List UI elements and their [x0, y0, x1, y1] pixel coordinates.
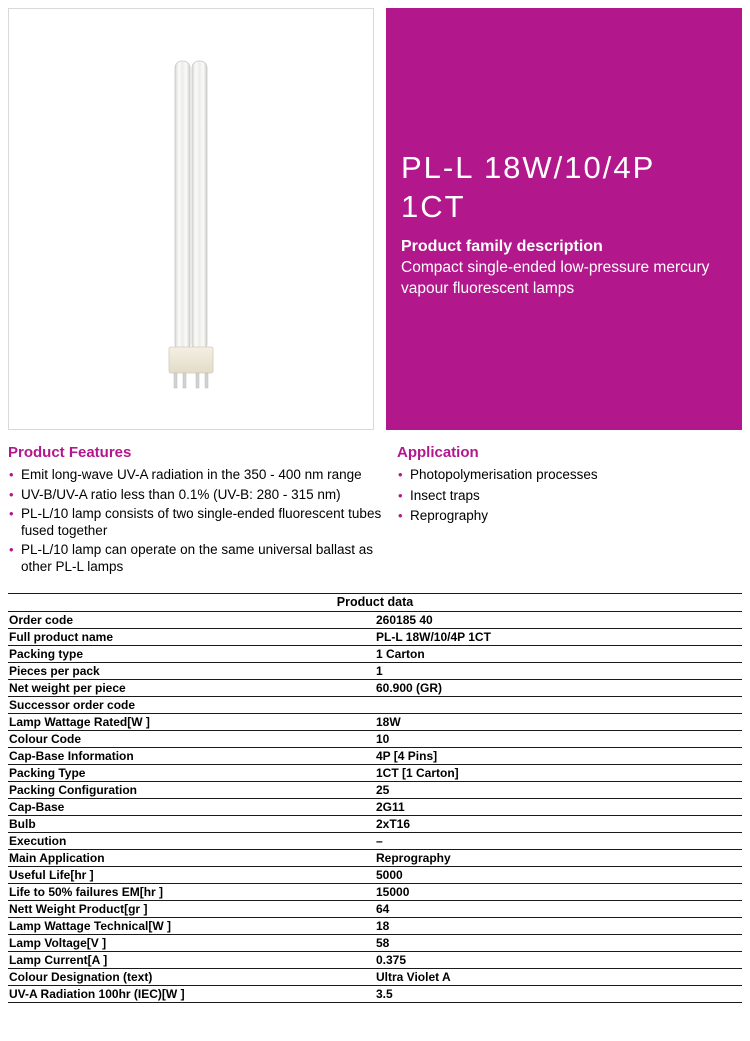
table-row [8, 935, 742, 952]
row-label: Pieces per pack [8, 663, 375, 680]
row-value: 25 [375, 782, 742, 799]
product-title-line2: 1CT [401, 189, 466, 224]
row-value: 15000 [375, 884, 742, 901]
family-description-text: Compact single-ended low-pressure mercury vapour fluorescent lamps [401, 259, 710, 297]
row-value: 260185 40 [375, 612, 742, 629]
row-value [375, 697, 742, 714]
row-value: 0.375 [375, 952, 742, 969]
table-row [8, 850, 742, 867]
row-value: 1 [375, 663, 742, 680]
row-label: Cap-Base Information [8, 748, 375, 765]
table-row [8, 884, 742, 901]
row-label: Packing Configuration [8, 782, 375, 799]
product-image-box [8, 8, 374, 430]
row-label: Packing Type [8, 765, 375, 782]
table-row [8, 629, 742, 646]
application-column [388, 444, 742, 578]
row-label: Full product name [8, 629, 375, 646]
table-row [8, 969, 742, 986]
product-data-table [8, 612, 742, 1003]
row-value: 3.5 [375, 986, 742, 1003]
row-label: UV-A Radiation 100hr (IEC)[W ] [8, 986, 375, 1003]
row-value: 58 [375, 935, 742, 952]
row-label: Lamp Wattage Rated[W ] [8, 714, 375, 731]
row-value: 18 [375, 918, 742, 935]
application-heading: Application [397, 444, 479, 461]
feature-item: • UV-B/UV-A ratio less than 0.1% (UV-B: 280 - 315 nm) [8, 487, 388, 504]
row-label: Cap-Base [8, 799, 375, 816]
row-value: 64 [375, 901, 742, 918]
row-value: 1 Carton [375, 646, 742, 663]
feature-item: • PL-L/10 lamp consists of two single-ended fluorescent tubes fused together [8, 506, 388, 539]
row-label: Colour Code [8, 731, 375, 748]
row-value: 5000 [375, 867, 742, 884]
product-title-line1: PL-L 18W/10/4P [401, 150, 656, 185]
row-value: 2G11 [375, 799, 742, 816]
row-label: Net weight per piece [8, 680, 375, 697]
application-item: • Insect traps [397, 488, 742, 505]
feature-item: • PL-L/10 lamp can operate on the same universal ballast as other PL-L lamps [8, 542, 388, 575]
table-row [8, 867, 742, 884]
row-value: 10 [375, 731, 742, 748]
lamp-image [155, 59, 227, 396]
table-row [8, 799, 742, 816]
row-label: Successor order code [8, 697, 375, 714]
table-row [8, 731, 742, 748]
row-value: 60.900 (GR) [375, 680, 742, 697]
row-label: Packing type [8, 646, 375, 663]
row-label: Life to 50% failures EM[hr ] [8, 884, 375, 901]
row-value: 2xT16 [375, 816, 742, 833]
header-section [8, 8, 742, 430]
table-row [8, 765, 742, 782]
row-label: Useful Life[hr ] [8, 867, 375, 884]
table-row [8, 680, 742, 697]
row-value: Reprography [375, 850, 742, 867]
row-label: Nett Weight Product[gr ] [8, 901, 375, 918]
product-data-section [8, 593, 742, 1003]
family-description-label: Product family description [401, 238, 603, 255]
row-value: Ultra Violet A [375, 969, 742, 986]
feature-item: • Emit long-wave UV-A radiation in the 350 - 400 nm range [8, 467, 388, 484]
row-value: 4P [4 Pins] [375, 748, 742, 765]
table-row [8, 714, 742, 731]
table-row [8, 748, 742, 765]
row-value: PL-L 18W/10/4P 1CT [375, 629, 742, 646]
row-label: Execution [8, 833, 375, 850]
table-row [8, 612, 742, 629]
table-row [8, 918, 742, 935]
row-label: Main Application [8, 850, 375, 867]
page-title [401, 148, 726, 226]
row-label: Lamp Wattage Technical[W ] [8, 918, 375, 935]
table-row [8, 901, 742, 918]
row-label: Lamp Current[A ] [8, 952, 375, 969]
application-item: • Photopolymerisation processes [397, 467, 742, 484]
row-label: Lamp Voltage[V ] [8, 935, 375, 952]
product-features-column [8, 444, 388, 578]
product-features-heading: Product Features [8, 444, 132, 461]
row-value: – [375, 833, 742, 850]
table-row [8, 952, 742, 969]
table-row [8, 646, 742, 663]
features-section [8, 444, 742, 578]
application-item: • Reprography [397, 508, 742, 525]
table-row [8, 697, 742, 714]
table-row [8, 816, 742, 833]
application-list [397, 467, 742, 525]
product-features-list [8, 467, 388, 575]
product-data-title: Product data [8, 593, 742, 612]
table-row [8, 782, 742, 799]
fluorescent-lamp-illustration [155, 59, 227, 391]
table-row [8, 663, 742, 680]
table-row [8, 833, 742, 850]
row-value: 1CT [1 Carton] [375, 765, 742, 782]
row-value: 18W [375, 714, 742, 731]
row-label: Bulb [8, 816, 375, 833]
row-label: Order code [8, 612, 375, 629]
product-header [386, 8, 742, 430]
table-row [8, 986, 742, 1003]
row-label: Colour Designation (text) [8, 969, 375, 986]
